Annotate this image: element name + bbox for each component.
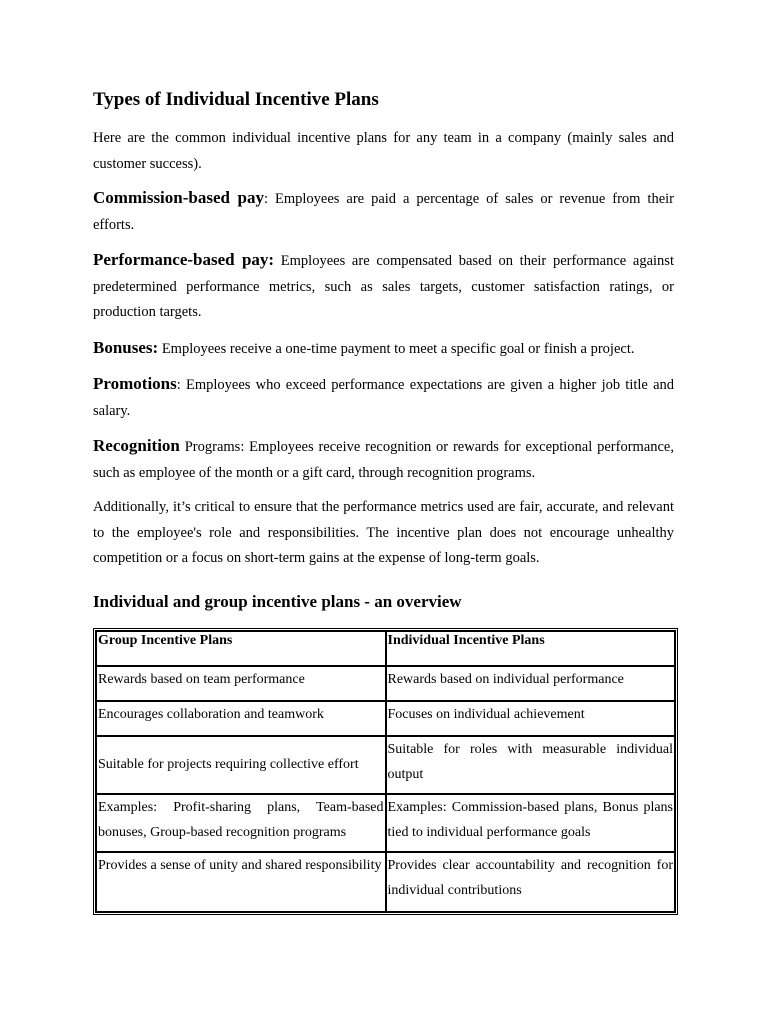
plan-term: Performance-based pay: (93, 250, 275, 269)
plan-term: Recognition (93, 436, 180, 455)
table-cell: Provides clear accountability and recognition for individual contributions (386, 852, 676, 912)
plan-sep: : (264, 191, 269, 207)
table-row (96, 794, 675, 852)
plan-term: Bonuses: (93, 337, 159, 357)
plan-text: Employees receive a one-time payment to meet a specific goal or finish a project. (158, 340, 635, 357)
intro-paragraph: Here are the common individual incentive plans for any team in a company (mainly sales and customer success). (93, 130, 674, 172)
comparison-table (93, 628, 678, 915)
table-cell: Rewards based on team performance (96, 666, 386, 701)
page-title: Types of Individual Incentive Plans (93, 89, 379, 110)
plan-term: Promotions (93, 374, 177, 393)
table-cell: Focuses on individual achievement (386, 701, 676, 736)
document-page (93, 86, 674, 915)
table-row (96, 701, 675, 736)
table-cell: Encourages collaboration and teamwork (96, 701, 386, 736)
table-cell: Provides a sense of unity and shared responsibility (96, 852, 386, 912)
closing-paragraph: Additionally, it’s critical to ensure that the performance metrics used are fair, accurate, and relevant to the employee's role and responsibilities. The incentive plan does not encourage unhealthy competition or a focus on short-term gains at the expense of long-term goals. (93, 499, 674, 566)
plan-bonuses (93, 335, 674, 363)
overview-heading: Individual and group incentive plans - an overview (93, 591, 462, 611)
table-cell: Examples: Commission-based plans, Bonus plans tied to individual performance goals (386, 794, 676, 852)
plan-term: Commission-based pay (93, 188, 265, 207)
table-header-individual: Individual Incentive Plans (386, 631, 676, 666)
table-row (96, 736, 675, 794)
plan-text: Employees are compensated based on their performance against predetermined performance metrics, such as sales targets, customer satisfaction ratings, or production targets. (93, 253, 674, 320)
plan-text: Employees who exceed performance expectations are given a higher job title and salary. (93, 377, 674, 419)
table-header-group: Group Incentive Plans (96, 631, 386, 666)
plan-commission (93, 185, 674, 238)
plan-recognition (93, 433, 674, 486)
table-row (96, 852, 675, 912)
plan-promotions (93, 371, 674, 424)
table-row (96, 666, 675, 701)
plan-text: Programs: Employees receive recognition or rewards for exceptional performance, such as employee of the month or a gift card, through recognition programs. (93, 439, 674, 481)
table-header-row (96, 631, 675, 666)
table-cell: Suitable for projects requiring collective effort (96, 736, 386, 794)
plan-sep: : (176, 377, 181, 393)
plan-performance (93, 247, 674, 326)
table-cell: Rewards based on individual performance (386, 666, 676, 701)
table-cell: Suitable for roles with measurable individual output (386, 736, 676, 794)
plan-text: Employees are paid a percentage of sales or revenue from their efforts. (93, 191, 674, 233)
table-cell: Examples: Profit-sharing plans, Team-based bonuses, Group-based recognition programs (96, 794, 386, 852)
